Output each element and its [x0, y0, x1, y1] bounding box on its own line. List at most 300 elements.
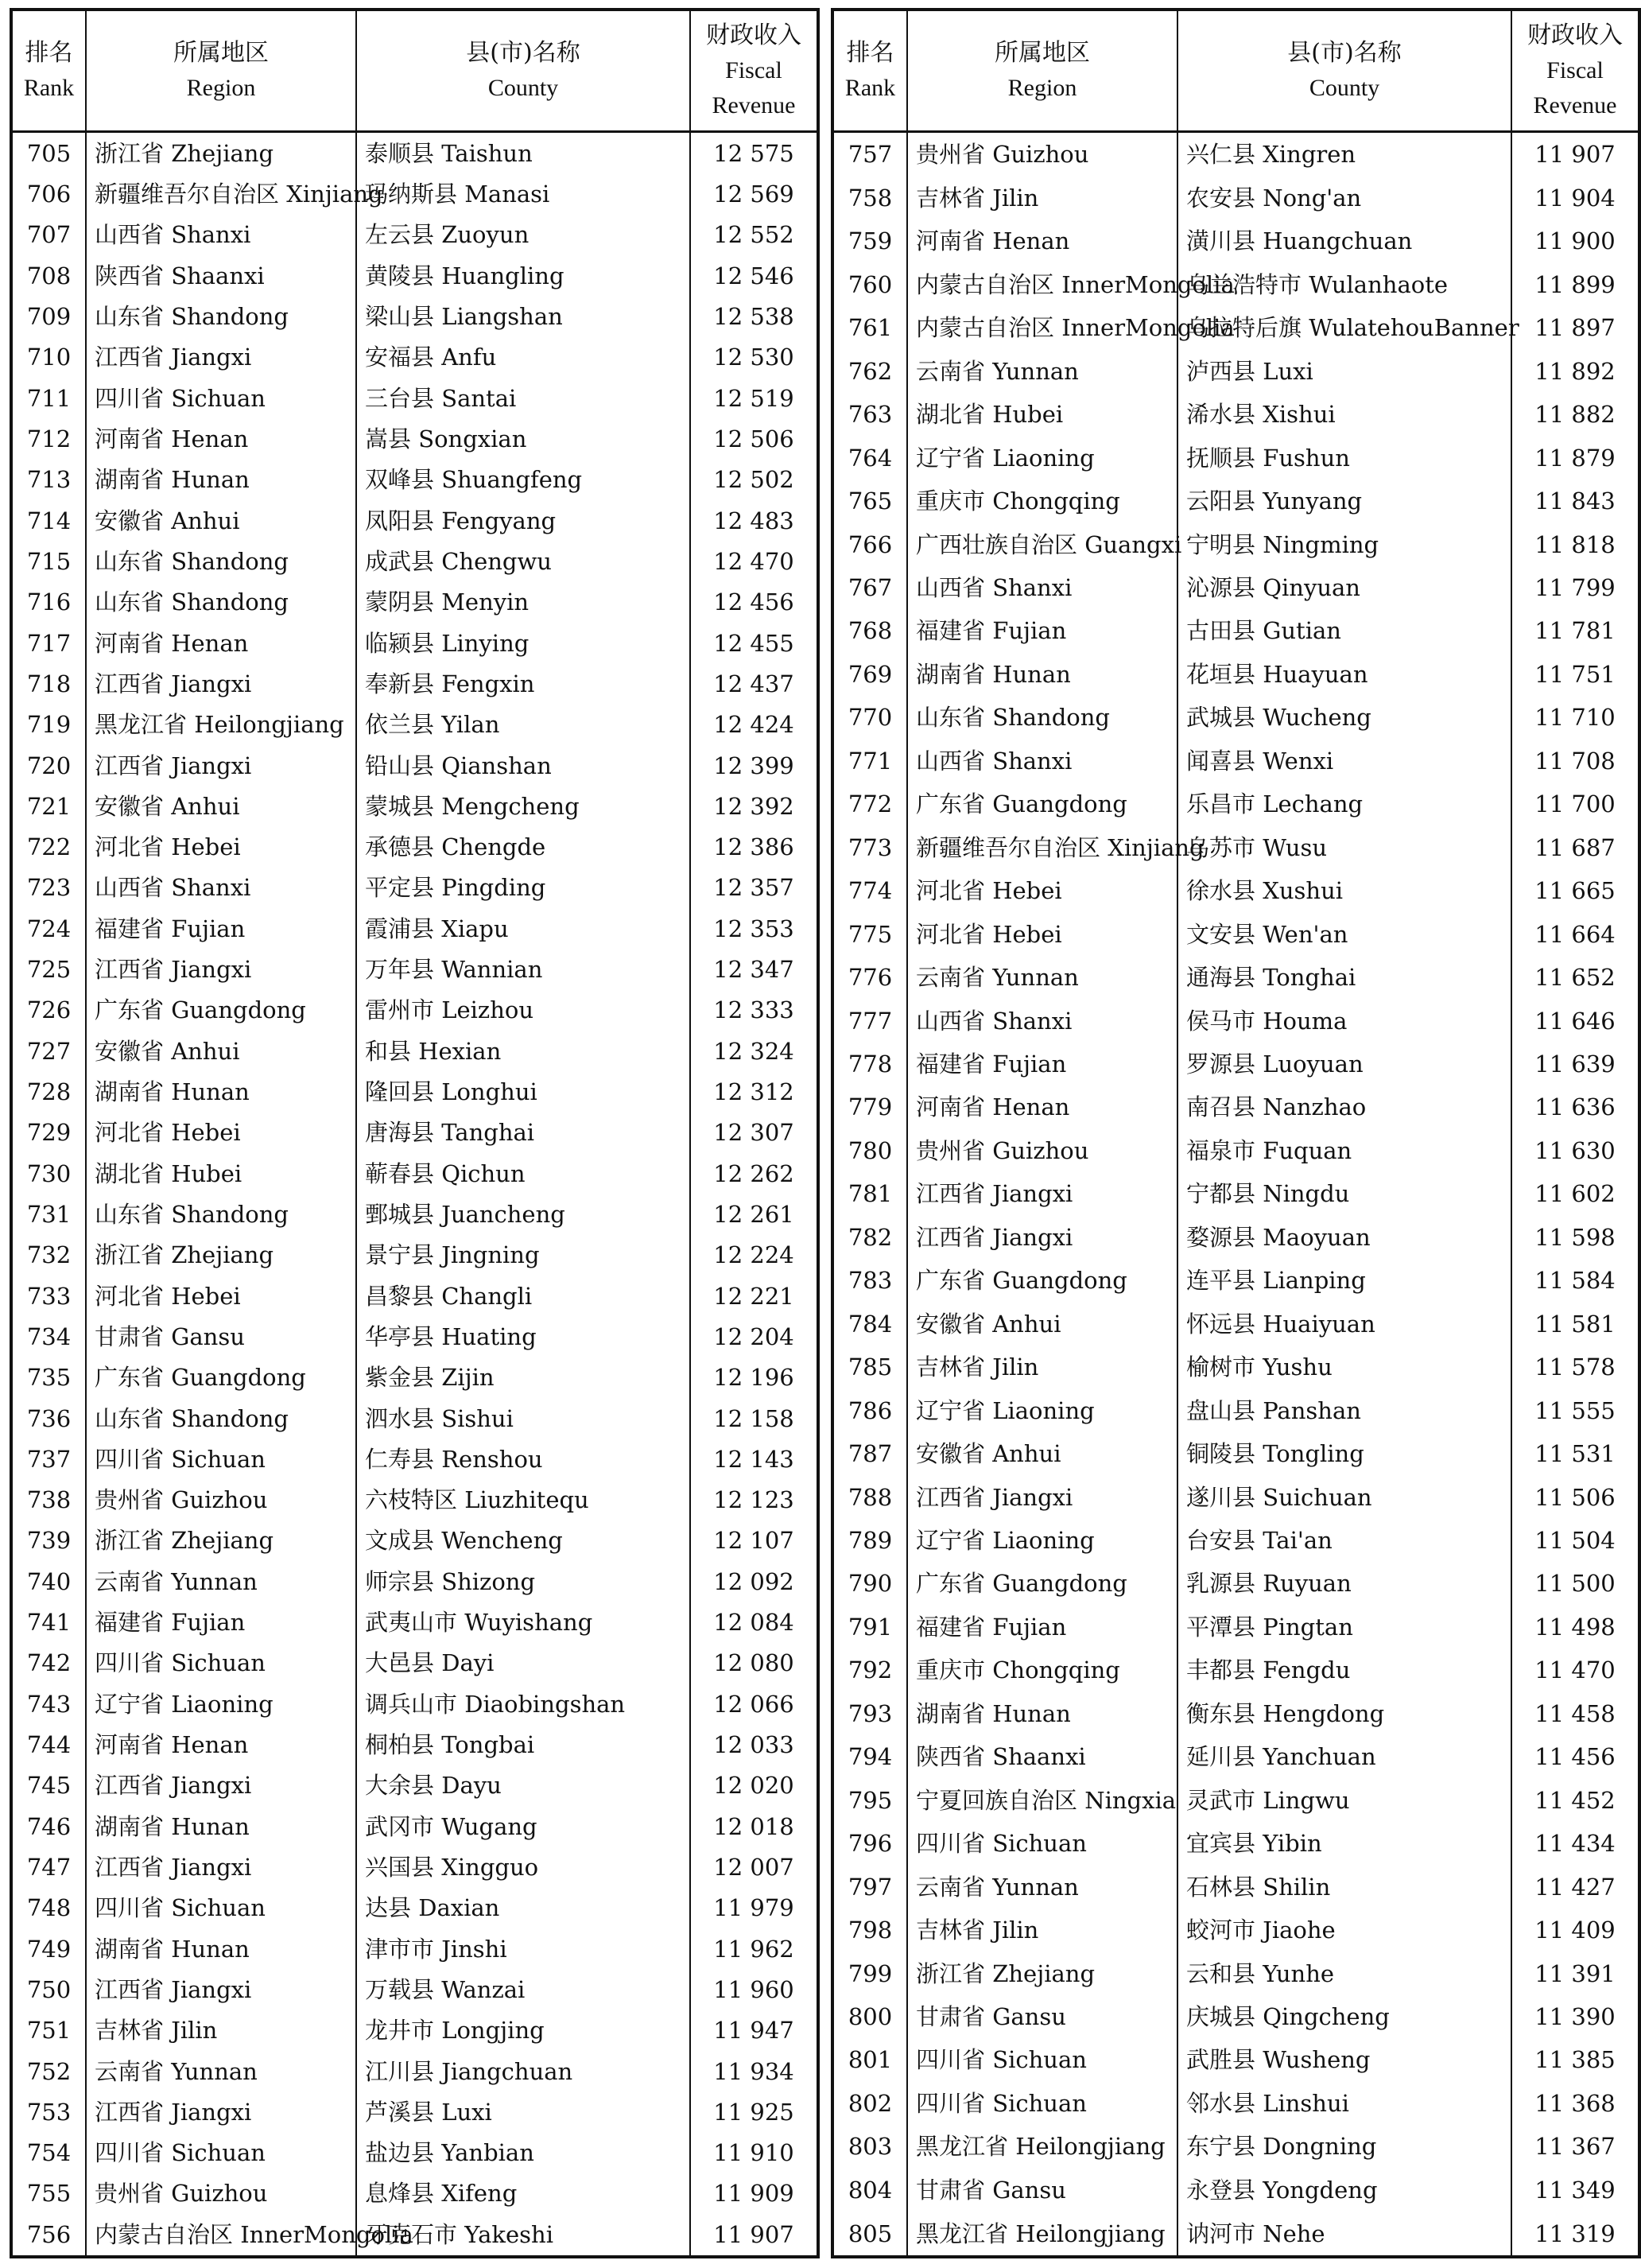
table-row [832, 609, 1639, 652]
revenue-cell: 11 349 [1511, 2169, 1639, 2212]
table-row [832, 350, 1639, 393]
revenue-cell: 11 646 [1511, 999, 1639, 1042]
revenue-cell: 12 353 [690, 908, 818, 949]
revenue-cell: 12 538 [690, 296, 818, 336]
region-cell: 广东省 Guangdong [907, 1562, 1177, 1605]
county-cell: 宁明县 Ningming [1177, 522, 1511, 565]
county-cell: 泗水县 Sishui [356, 1398, 690, 1439]
region-cell: 福建省 Fujian [86, 1602, 356, 1642]
county-cell: 武冈市 Wugang [356, 1806, 690, 1847]
revenue-cell: 11 843 [1511, 480, 1639, 522]
revenue-table-left [10, 8, 820, 2258]
county-cell: 永登县 Yongdeng [1177, 2169, 1511, 2212]
revenue-cell: 12 455 [690, 623, 818, 663]
rank-cell: 774 [848, 877, 893, 905]
table-row [832, 912, 1639, 955]
rank-cell: 805 [848, 2219, 893, 2247]
county-cell: 盘山县 Panshan [1177, 1388, 1511, 1431]
county-cell: 成武县 Chengwu [356, 541, 690, 581]
region-cell: 四川省 Sichuan [86, 1439, 356, 1479]
rank-cell: 781 [848, 1180, 893, 1208]
county-cell: 嵩县 Songxian [356, 418, 690, 459]
region-cell: 湖南省 Hunan [86, 460, 356, 500]
revenue-cell: 12 392 [690, 786, 818, 826]
table-row [11, 2214, 818, 2257]
region-cell: 山东省 Shandong [86, 541, 356, 581]
table-row [832, 2082, 1639, 2125]
revenue-cell: 11 578 [1511, 1346, 1639, 1388]
table-row [832, 869, 1639, 912]
table-row [11, 1969, 818, 2010]
revenue-cell: 12 312 [690, 1071, 818, 1112]
table-row [832, 1216, 1639, 1259]
county-cell: 讷河市 Nehe [1177, 2212, 1511, 2257]
header-county: 县(市)名称 County [1177, 10, 1511, 132]
rank-cell: 728 [26, 1078, 72, 1106]
revenue-cell: 11 962 [690, 1928, 818, 1969]
rank-cell: 715 [26, 547, 72, 575]
revenue-cell: 11 390 [1511, 1995, 1639, 2038]
county-cell: 延川县 Yanchuan [1177, 1735, 1511, 1778]
county-cell: 乳源县 Ruyuan [1177, 1562, 1511, 1605]
revenue-cell: 11 498 [1511, 1606, 1639, 1649]
region-cell: 吉林省 Jilin [86, 2010, 356, 2051]
county-cell: 鄄城县 Juancheng [356, 1194, 690, 1234]
region-cell: 甘肃省 Gansu [907, 2169, 1177, 2212]
rank-cell: 789 [848, 1526, 893, 1554]
county-cell: 武夷山市 Wuyishang [356, 1602, 690, 1642]
county-cell: 三台县 Santai [356, 378, 690, 418]
table-row [11, 2132, 818, 2173]
region-cell: 河南省 Henan [86, 418, 356, 459]
rank-cell: 733 [26, 1282, 72, 1310]
region-cell: 四川省 Sichuan [907, 2082, 1177, 2125]
county-cell: 蕲春县 Qichun [356, 1153, 690, 1194]
revenue-cell: 11 602 [1511, 1172, 1639, 1215]
table-body [11, 132, 818, 2258]
county-cell: 津市市 Jinshi [356, 1928, 690, 1969]
revenue-cell: 12 483 [690, 500, 818, 541]
rank-cell: 751 [26, 2017, 72, 2045]
revenue-cell: 12 204 [690, 1316, 818, 1357]
region-cell: 黑龙江省 Heilongjiang [86, 705, 356, 745]
region-cell: 山东省 Shandong [86, 1398, 356, 1439]
revenue-cell: 11 900 [1511, 219, 1639, 262]
table-row [11, 705, 818, 745]
county-cell: 花垣县 Huayuan [1177, 653, 1511, 696]
table-row [832, 2038, 1639, 2081]
county-cell: 依兰县 Yilan [356, 705, 690, 745]
table-row [832, 1951, 1639, 1994]
region-cell: 吉林省 Jilin [907, 1909, 1177, 1951]
region-cell: 河北省 Hebei [907, 869, 1177, 912]
county-cell: 乌兰浩特市 Wulanhaote [1177, 263, 1511, 306]
table-row [11, 582, 818, 623]
rank-cell: 749 [26, 1935, 72, 1963]
rank-cell: 788 [848, 1483, 893, 1511]
region-cell: 内蒙古自治区 InnerMongolia [907, 306, 1177, 349]
revenue-cell: 12 386 [690, 826, 818, 867]
rank-cell: 712 [26, 425, 72, 453]
region-cell: 湖南省 Hunan [86, 1928, 356, 1969]
region-cell: 内蒙古自治区 InnerMongolia [907, 263, 1177, 306]
rank-cell: 762 [848, 357, 893, 385]
county-cell: 黄陵县 Huangling [356, 255, 690, 296]
region-cell: 江西省 Jiangxi [86, 2091, 356, 2132]
region-cell: 河北省 Hebei [86, 1276, 356, 1316]
revenue-cell: 12 456 [690, 582, 818, 623]
region-cell: 河北省 Hebei [86, 826, 356, 867]
county-cell: 霞浦县 Xiapu [356, 908, 690, 949]
table-row [832, 1909, 1639, 1951]
rank-cell: 786 [848, 1396, 893, 1424]
rank-cell: 723 [26, 874, 72, 902]
revenue-cell: 12 221 [690, 1276, 818, 1316]
table-row [832, 2212, 1639, 2257]
revenue-cell: 11 458 [1511, 1692, 1639, 1735]
county-cell: 农安县 Nong'an [1177, 177, 1511, 219]
rank-cell: 785 [848, 1353, 893, 1381]
rank-cell: 717 [26, 629, 72, 657]
region-cell: 江西省 Jiangxi [86, 337, 356, 378]
table-row [11, 1847, 818, 1887]
rank-cell: 791 [848, 1613, 893, 1641]
table-row [11, 745, 818, 786]
region-cell: 广东省 Guangdong [907, 783, 1177, 825]
county-cell: 师宗县 Shizong [356, 1561, 690, 1602]
table-row [832, 1172, 1639, 1215]
table-row [11, 296, 818, 336]
revenue-cell: 12 437 [690, 663, 818, 704]
table-row [11, 1479, 818, 1520]
region-cell: 新疆维吾尔自治区 Xinjiang [907, 826, 1177, 869]
table-row [11, 1316, 818, 1357]
rank-cell: 745 [26, 1772, 72, 1800]
rank-cell: 773 [848, 833, 893, 861]
table-row [11, 255, 818, 296]
table-row [11, 460, 818, 500]
region-cell: 山西省 Shanxi [86, 215, 356, 255]
region-cell: 江西省 Jiangxi [907, 1216, 1177, 1259]
table-row [11, 623, 818, 663]
county-cell: 东宁县 Dongning [1177, 2125, 1511, 2168]
rank-cell: 757 [848, 141, 893, 169]
county-cell: 文安县 Wen'an [1177, 912, 1511, 955]
revenue-cell: 11 636 [1511, 1085, 1639, 1128]
region-cell: 江西省 Jiangxi [86, 1765, 356, 1806]
revenue-cell: 12 261 [690, 1194, 818, 1234]
table-row [832, 740, 1639, 783]
region-cell: 陕西省 Shaanxi [86, 255, 356, 296]
revenue-cell: 11 904 [1511, 177, 1639, 219]
region-cell: 黑龙江省 Heilongjiang [907, 2125, 1177, 2168]
county-cell: 蛟河市 Jiaohe [1177, 1909, 1511, 1951]
region-cell: 安徽省 Anhui [86, 1031, 356, 1071]
rank-cell: 716 [26, 588, 72, 616]
region-cell: 四川省 Sichuan [86, 2132, 356, 2173]
county-cell: 和县 Hexian [356, 1031, 690, 1071]
region-cell: 江西省 Jiangxi [907, 1172, 1177, 1215]
header-revenue: 财政收入 Fiscal Revenue [1511, 10, 1639, 132]
table-row [11, 1398, 818, 1439]
revenue-cell: 12 530 [690, 337, 818, 378]
county-cell: 盐边县 Yanbian [356, 2132, 690, 2173]
table-row [832, 1085, 1639, 1128]
rank-cell: 725 [26, 956, 72, 984]
rank-cell: 705 [26, 139, 72, 167]
revenue-cell: 12 470 [690, 541, 818, 581]
county-cell: 福泉市 Fuquan [1177, 1129, 1511, 1172]
rank-cell: 727 [26, 1037, 72, 1065]
revenue-cell: 12 424 [690, 705, 818, 745]
county-cell: 乌拉特后旗 WulatehouBanner [1177, 306, 1511, 349]
revenue-cell: 11 892 [1511, 350, 1639, 393]
region-cell: 湖南省 Hunan [907, 1692, 1177, 1735]
county-cell: 兴仁县 Xingren [1177, 132, 1511, 177]
county-cell: 铅山县 Qianshan [356, 745, 690, 786]
region-cell: 河南省 Henan [907, 1085, 1177, 1128]
rank-cell: 722 [26, 833, 72, 861]
region-cell: 江西省 Jiangxi [86, 745, 356, 786]
revenue-table-right [831, 8, 1641, 2258]
county-cell: 华亭县 Huating [356, 1316, 690, 1357]
region-cell: 江西省 Jiangxi [907, 1475, 1177, 1518]
rank-cell: 736 [26, 1404, 72, 1432]
region-cell: 黑龙江省 Heilongjiang [907, 2212, 1177, 2257]
table-row [832, 1649, 1639, 1691]
rank-cell: 783 [848, 1267, 893, 1295]
rank-cell: 744 [26, 1731, 72, 1759]
region-cell: 云南省 Yunnan [907, 956, 1177, 999]
revenue-cell: 12 033 [690, 1724, 818, 1765]
table-row [11, 1806, 818, 1847]
county-cell: 灵武市 Lingwu [1177, 1778, 1511, 1821]
county-cell: 武城县 Wucheng [1177, 696, 1511, 739]
county-cell: 武胜县 Wusheng [1177, 2038, 1511, 2081]
revenue-cell: 12 066 [690, 1684, 818, 1724]
rank-cell: 782 [848, 1223, 893, 1251]
region-cell: 江西省 Jiangxi [86, 1969, 356, 2010]
region-cell: 浙江省 Zhejiang [907, 1951, 1177, 1994]
table-row [832, 393, 1639, 436]
revenue-cell: 12 107 [690, 1520, 818, 1561]
revenue-cell: 11 934 [690, 2051, 818, 2091]
region-cell: 河北省 Hebei [907, 912, 1177, 955]
table-row [11, 1031, 818, 1071]
region-cell: 甘肃省 Gansu [86, 1316, 356, 1357]
revenue-cell: 11 882 [1511, 393, 1639, 436]
table-row [832, 783, 1639, 825]
revenue-cell: 11 506 [1511, 1475, 1639, 1518]
county-cell: 罗源县 Luoyuan [1177, 1043, 1511, 1085]
county-cell: 六枝特区 Liuzhitequ [356, 1479, 690, 1520]
county-cell: 奉新县 Fengxin [356, 663, 690, 704]
rank-cell: 790 [848, 1570, 893, 1598]
region-cell: 浙江省 Zhejiang [86, 1520, 356, 1561]
region-cell: 福建省 Fujian [907, 1043, 1177, 1085]
rank-cell: 720 [26, 751, 72, 779]
rank-cell: 706 [26, 181, 72, 208]
region-cell: 江西省 Jiangxi [86, 949, 356, 989]
table-row [11, 663, 818, 704]
table-row [11, 908, 818, 949]
revenue-cell: 11 700 [1511, 783, 1639, 825]
rank-cell: 747 [26, 1853, 72, 1881]
county-cell: 云和县 Yunhe [1177, 1951, 1511, 1994]
rank-cell: 769 [848, 660, 893, 688]
region-cell: 浙江省 Zhejiang [86, 1235, 356, 1276]
rank-cell: 779 [848, 1093, 893, 1121]
page [10, 8, 1635, 2263]
county-cell: 榆树市 Yushu [1177, 1346, 1511, 1388]
revenue-cell: 12 569 [690, 173, 818, 214]
table-row [832, 1778, 1639, 1821]
region-cell: 重庆市 Chongqing [907, 480, 1177, 522]
region-cell: 山西省 Shanxi [907, 740, 1177, 783]
table-row [832, 480, 1639, 522]
table-row [11, 1928, 818, 1969]
region-cell: 湖南省 Hunan [86, 1806, 356, 1847]
rank-cell: 793 [848, 1699, 893, 1727]
county-cell: 龙井市 Longjing [356, 2010, 690, 2051]
revenue-cell: 11 500 [1511, 1562, 1639, 1605]
region-cell: 广东省 Guangdong [907, 1259, 1177, 1302]
county-cell: 紫金县 Zijin [356, 1357, 690, 1398]
region-cell: 辽宁省 Liaoning [907, 1388, 1177, 1431]
region-cell: 山东省 Shandong [907, 696, 1177, 739]
revenue-cell: 12 552 [690, 215, 818, 255]
table-row [11, 132, 818, 174]
rank-cell: 750 [26, 1975, 72, 2003]
table-row [11, 990, 818, 1031]
county-cell: 唐海县 Tanghai [356, 1113, 690, 1153]
revenue-cell: 11 879 [1511, 436, 1639, 479]
revenue-cell: 12 357 [690, 868, 818, 908]
revenue-cell: 11 504 [1511, 1519, 1639, 1562]
table-row [832, 1346, 1639, 1388]
region-cell: 陕西省 Shaanxi [907, 1735, 1177, 1778]
county-cell: 昌黎县 Changli [356, 1276, 690, 1316]
county-cell: 蒙阴县 Menyin [356, 582, 690, 623]
table-row [11, 1643, 818, 1684]
county-cell: 宁都县 Ningdu [1177, 1172, 1511, 1215]
county-cell: 左云县 Zuoyun [356, 215, 690, 255]
county-cell: 平定县 Pingding [356, 868, 690, 908]
revenue-cell: 11 708 [1511, 740, 1639, 783]
table-row [11, 1357, 818, 1398]
revenue-cell: 11 319 [1511, 2212, 1639, 2257]
revenue-cell: 11 434 [1511, 1822, 1639, 1865]
county-cell: 临颍县 Linying [356, 623, 690, 663]
table-row [832, 1995, 1639, 2038]
rank-cell: 771 [848, 747, 893, 775]
county-cell: 宜宾县 Yibin [1177, 1822, 1511, 1865]
revenue-cell: 11 385 [1511, 2038, 1639, 2081]
table-row [832, 1043, 1639, 1085]
rank-cell: 796 [848, 1830, 893, 1858]
revenue-cell: 11 909 [690, 2173, 818, 2214]
rank-cell: 770 [848, 704, 893, 732]
rank-cell: 707 [26, 221, 72, 249]
county-cell: 承德县 Chengde [356, 826, 690, 867]
table-row [832, 826, 1639, 869]
region-cell: 宁夏回族自治区 Ningxia [907, 1778, 1177, 1821]
revenue-cell: 12 575 [690, 132, 818, 174]
rank-cell: 759 [848, 227, 893, 255]
region-cell: 江西省 Jiangxi [86, 1847, 356, 1887]
table-row [832, 306, 1639, 349]
region-cell: 重庆市 Chongqing [907, 1649, 1177, 1691]
table-row [11, 1276, 818, 1316]
rank-cell: 752 [26, 2057, 72, 2085]
region-cell: 湖南省 Hunan [907, 653, 1177, 696]
county-cell: 石林县 Shilin [1177, 1865, 1511, 1908]
table-row [832, 1259, 1639, 1302]
rank-cell: 760 [848, 270, 893, 298]
table-row [11, 1888, 818, 1928]
rank-cell: 756 [26, 2221, 72, 2249]
county-cell: 玛纳斯县 Manasi [356, 173, 690, 214]
region-cell: 湖北省 Hubei [86, 1153, 356, 1194]
region-cell: 内蒙古自治区 InnerMongolia [86, 2214, 356, 2257]
region-cell: 甘肃省 Gansu [907, 1995, 1177, 2038]
revenue-cell: 11 907 [690, 2214, 818, 2257]
rank-cell: 755 [26, 2180, 72, 2208]
region-cell: 安徽省 Anhui [907, 1432, 1177, 1475]
county-cell: 大邑县 Dayi [356, 1643, 690, 1684]
county-cell: 泰顺县 Taishun [356, 132, 690, 174]
region-cell: 新疆维吾尔自治区 Xinjiang [86, 173, 356, 214]
rank-cell: 775 [848, 920, 893, 948]
revenue-cell: 11 584 [1511, 1259, 1639, 1302]
rank-cell: 719 [26, 711, 72, 739]
county-cell: 芦溪县 Luxi [356, 2091, 690, 2132]
rank-cell: 737 [26, 1445, 72, 1473]
table-row [11, 173, 818, 214]
county-cell: 安福县 Anfu [356, 337, 690, 378]
region-cell: 云南省 Yunnan [907, 1865, 1177, 1908]
region-cell: 福建省 Fujian [907, 1606, 1177, 1649]
revenue-cell: 11 391 [1511, 1951, 1639, 1994]
revenue-cell: 11 751 [1511, 653, 1639, 696]
rank-cell: 718 [26, 670, 72, 697]
rank-cell: 801 [848, 2046, 893, 2074]
region-cell: 贵州省 Guizhou [907, 1129, 1177, 1172]
rank-cell: 761 [848, 314, 893, 342]
county-cell: 抚顺县 Fushun [1177, 436, 1511, 479]
rank-cell: 730 [26, 1159, 72, 1187]
revenue-cell: 12 502 [690, 460, 818, 500]
region-cell: 河南省 Henan [86, 623, 356, 663]
revenue-cell: 11 531 [1511, 1432, 1639, 1475]
table-row [11, 378, 818, 418]
revenue-cell: 12 324 [690, 1031, 818, 1071]
table-row [11, 1561, 818, 1602]
revenue-cell: 11 818 [1511, 522, 1639, 565]
table-row [11, 1235, 818, 1276]
revenue-cell: 11 687 [1511, 826, 1639, 869]
region-cell: 四川省 Sichuan [907, 2038, 1177, 2081]
revenue-cell: 12 519 [690, 378, 818, 418]
rank-cell: 798 [848, 1917, 893, 1944]
revenue-cell: 11 581 [1511, 1303, 1639, 1346]
revenue-cell: 12 333 [690, 990, 818, 1031]
table-row [832, 956, 1639, 999]
table-row [11, 2051, 818, 2091]
header-revenue: 财政收入 Fiscal Revenue [690, 10, 818, 132]
revenue-cell: 12 224 [690, 1235, 818, 1276]
table-row [11, 868, 818, 908]
